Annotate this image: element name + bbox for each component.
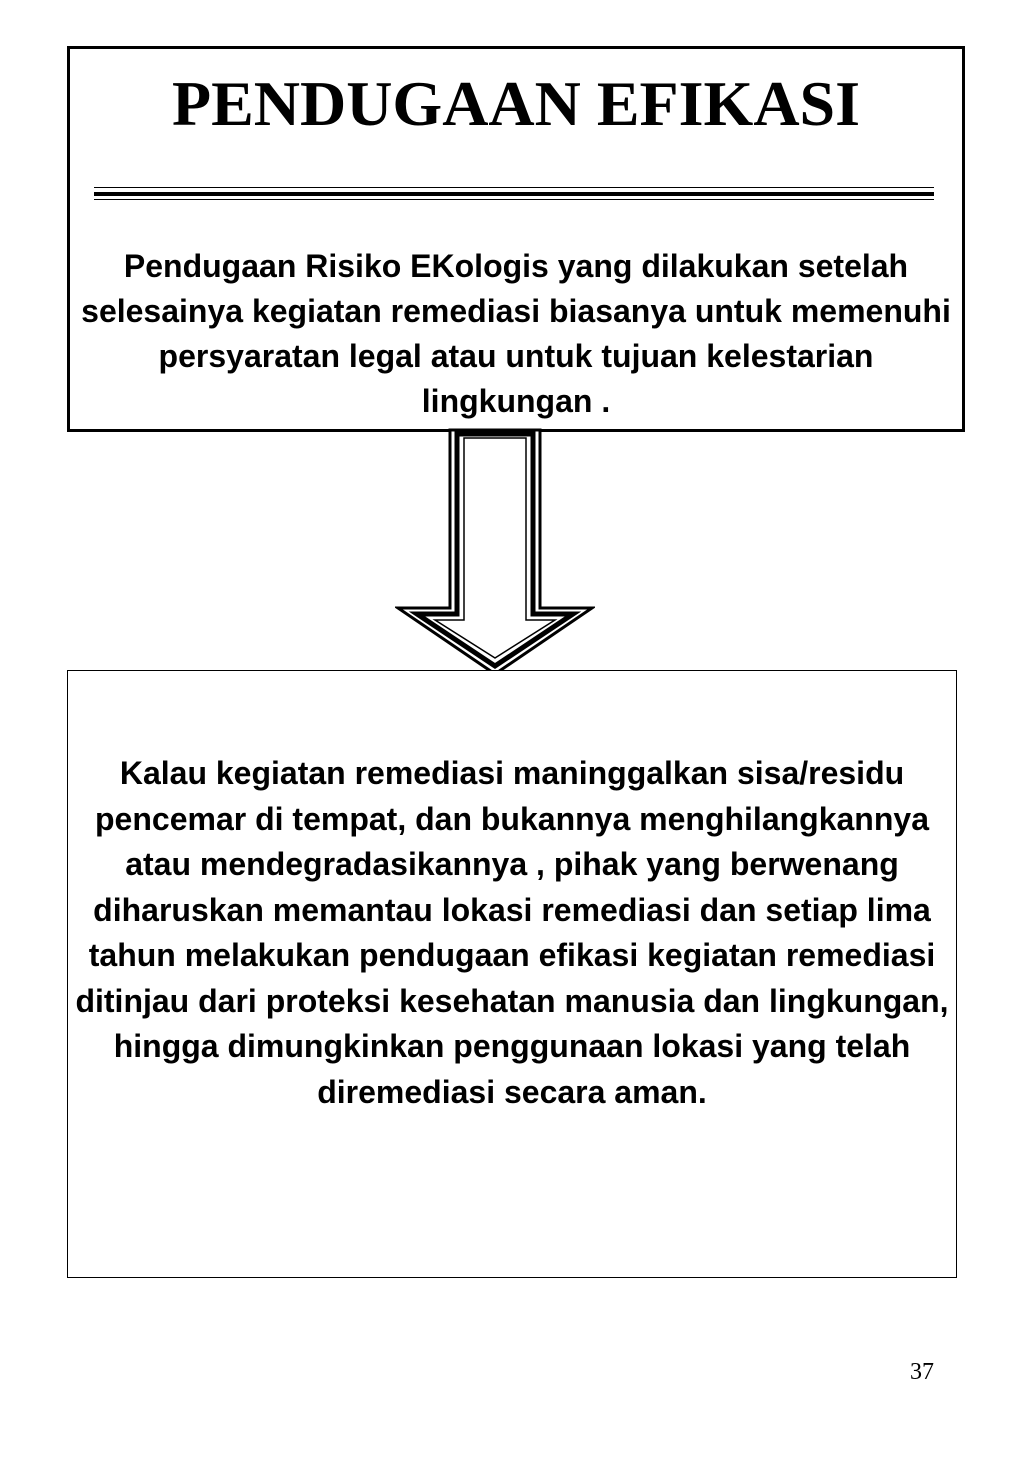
- page-number: 37: [910, 1359, 934, 1385]
- bottom-box: [67, 670, 957, 1278]
- divider-line-thin-top: [94, 187, 934, 188]
- divider-line-thick: [94, 192, 934, 196]
- bottom-box-text: Kalau kegiatan remediasi maninggalkan sisa/residu pencemar di tempat, dan bukannya menghilangkannya atau mendegradasikannya , pihak yang berwenang diharuskan memantau lokasi remediasi dan setiap lima tahun melakukan pendugaan efikasi kegiatan remediasi ditinjau dari proteksi kesehatan manusia dan lingkungan, hingga dimungkinkan penggunaan lokasi yang telah diremediasi secara aman.: [75, 755, 949, 1110]
- top-box-text: Pendugaan Risiko EKologis yang dilakukan setelah selesainya kegiatan remediasi biasanya untuk memenuhi persyaratan legal atau untuk tujuan kelestarian lingkungan .: [81, 248, 951, 419]
- down-arrow-icon: [395, 428, 595, 676]
- page-title: PENDUGAAN EFIKASI: [171, 68, 861, 139]
- title-divider: [94, 187, 934, 197]
- divider-line-thin-bottom: [94, 199, 934, 200]
- top-box: [67, 46, 965, 432]
